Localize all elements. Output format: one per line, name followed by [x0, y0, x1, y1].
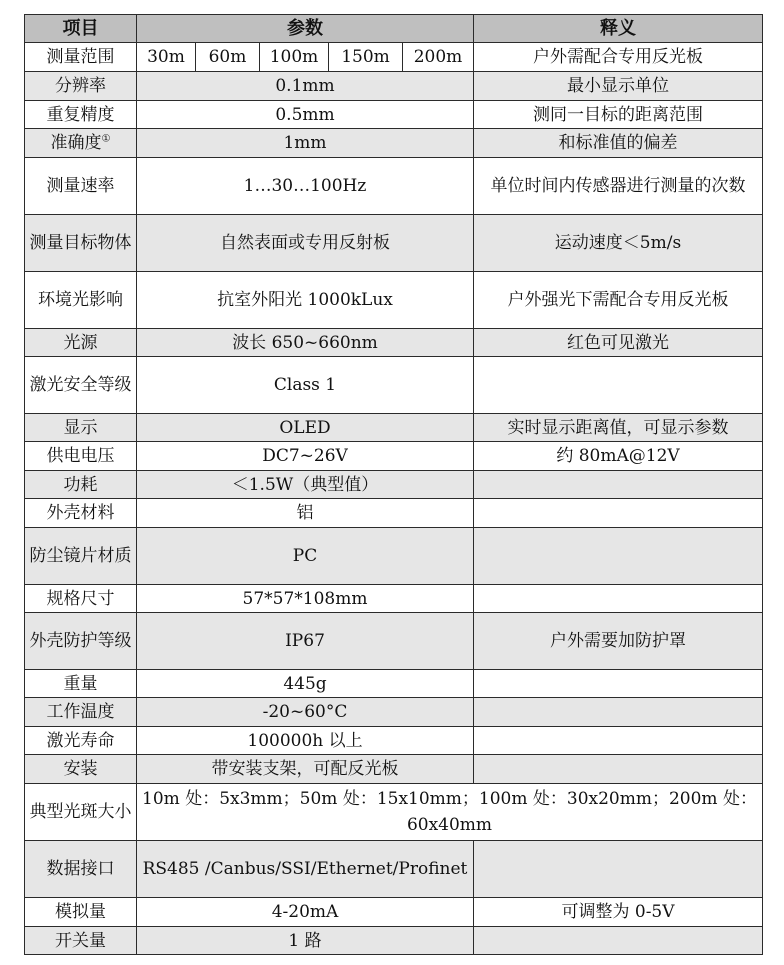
- row-meaning: [474, 727, 763, 755]
- row-temp: [25, 698, 763, 727]
- row-value: 100000h 以上: [137, 727, 474, 755]
- row-safety: [25, 357, 763, 414]
- row-label: 测量目标物体: [25, 215, 137, 272]
- range-value: 30m: [137, 43, 196, 72]
- row-label: 重复精度: [25, 101, 137, 129]
- row-meaning: [474, 357, 763, 414]
- row-accuracy: [25, 129, 763, 158]
- accuracy-label: 准确度: [50, 133, 102, 153]
- row-meaning: 和标准值的偏差: [474, 129, 763, 158]
- row-target: [25, 215, 763, 272]
- row-repeatability: [25, 101, 763, 129]
- row-label: 开关量: [25, 927, 137, 955]
- row-label: 光源: [25, 329, 137, 357]
- row-meaning: 红色可见激光: [474, 329, 763, 357]
- row-source: [25, 329, 763, 357]
- row-label: 外壳材料: [25, 499, 137, 528]
- row-value: 波长 650~660nm: [137, 329, 474, 357]
- row-range: [25, 43, 763, 72]
- row-value: 445g: [137, 670, 474, 698]
- row-value: 0.5mm: [137, 101, 474, 129]
- row-value: 10m 处：5x3mm；50m 处：15x10mm；100m 处：30x20mm；200m 处：60x40mm: [137, 784, 763, 841]
- row-size: [25, 585, 763, 613]
- row-value: ＜1.5W（典型值）: [137, 471, 474, 499]
- row-meaning: [474, 585, 763, 613]
- row-meaning: [474, 670, 763, 698]
- row-interface: [25, 841, 763, 898]
- row-resolution: [25, 72, 763, 101]
- row-label: 分辨率: [25, 72, 137, 101]
- spec-table: [24, 14, 763, 955]
- row-label: 典型光斑大小: [25, 784, 137, 841]
- row-value: IP67: [137, 613, 474, 670]
- row-voltage: [25, 442, 763, 471]
- row-value: 1…30…100Hz: [137, 158, 474, 215]
- row-meaning: 户外强光下需配合专用反光板: [474, 272, 763, 329]
- row-switch: [25, 927, 763, 955]
- row-label: 防尘镜片材质: [25, 528, 137, 585]
- row-label: 供电电压: [25, 442, 137, 471]
- row-label: 外壳防护等级: [25, 613, 137, 670]
- row-meaning: [474, 927, 763, 955]
- row-meaning: [474, 471, 763, 499]
- row-label: 安装: [25, 755, 137, 784]
- row-value: 4-20mA: [137, 898, 474, 927]
- row-value: 铝: [137, 499, 474, 528]
- row-value: 1 路: [137, 927, 474, 955]
- range-value: 60m: [196, 43, 260, 72]
- range-value: 100m: [260, 43, 329, 72]
- row-value: OLED: [137, 414, 474, 442]
- range-value: 150m: [329, 43, 403, 72]
- row-meaning: [474, 528, 763, 585]
- row-spot: [25, 784, 763, 841]
- row-label: 测量范围: [25, 43, 137, 72]
- row-value: 57*57*108mm: [137, 585, 474, 613]
- row-meaning: [474, 755, 763, 784]
- row-label: 激光安全等级: [25, 357, 137, 414]
- row-value: DC7~26V: [137, 442, 474, 471]
- row-label: 重量: [25, 670, 137, 698]
- header-row: [25, 15, 763, 43]
- row-meaning: 测同一目标的距离范围: [474, 101, 763, 129]
- row-protection: [25, 613, 763, 670]
- row-value: 自然表面或专用反射板: [137, 215, 474, 272]
- row-meaning: [474, 841, 763, 898]
- row-value: RS485 /Canbus/SSI/Ethernet/Profinet: [137, 841, 474, 898]
- row-label: 测量速率: [25, 158, 137, 215]
- row-meaning: 最小显示单位: [474, 72, 763, 101]
- row-power: [25, 471, 763, 499]
- row-analog: [25, 898, 763, 927]
- row-meaning: 户外需要加防护罩: [474, 613, 763, 670]
- row-housing: [25, 499, 763, 528]
- row-rate: [25, 158, 763, 215]
- row-meaning: 户外需配合专用反光板: [474, 43, 763, 72]
- row-install: [25, 755, 763, 784]
- row-value: 抗室外阳光 1000kLux: [137, 272, 474, 329]
- row-value: 0.1mm: [137, 72, 474, 101]
- row-meaning: [474, 698, 763, 727]
- row-meaning: 单位时间内传感器进行测量的次数: [474, 158, 763, 215]
- row-label: 数据接口: [25, 841, 137, 898]
- row-meaning: 约 80mA@12V: [474, 442, 763, 471]
- row-label: [25, 129, 137, 158]
- header-item: 项目: [25, 15, 137, 43]
- row-ambient: [25, 272, 763, 329]
- row-value: -20~60°C: [137, 698, 474, 727]
- row-display: [25, 414, 763, 442]
- footnote-mark: ①: [101, 133, 111, 145]
- row-value: 带安装支架，可配反光板: [137, 755, 474, 784]
- row-label: 显示: [25, 414, 137, 442]
- header-param: 参数: [137, 15, 474, 43]
- row-value: PC: [137, 528, 474, 585]
- row-label: 环境光影响: [25, 272, 137, 329]
- row-label: 激光寿命: [25, 727, 137, 755]
- row-label: 模拟量: [25, 898, 137, 927]
- row-label: 规格尺寸: [25, 585, 137, 613]
- row-meaning: 可调整为 0-5V: [474, 898, 763, 927]
- row-meaning: 实时显示距离值，可显示参数: [474, 414, 763, 442]
- header-meaning: 释义: [474, 15, 763, 43]
- row-life: [25, 727, 763, 755]
- row-label: 工作温度: [25, 698, 137, 727]
- row-value: 1mm: [137, 129, 474, 158]
- row-value: Class 1: [137, 357, 474, 414]
- row-lens: [25, 528, 763, 585]
- range-value: 200m: [403, 43, 474, 72]
- row-label: 功耗: [25, 471, 137, 499]
- row-meaning: [474, 499, 763, 528]
- row-meaning: 运动速度＜5m/s: [474, 215, 763, 272]
- row-weight: [25, 670, 763, 698]
